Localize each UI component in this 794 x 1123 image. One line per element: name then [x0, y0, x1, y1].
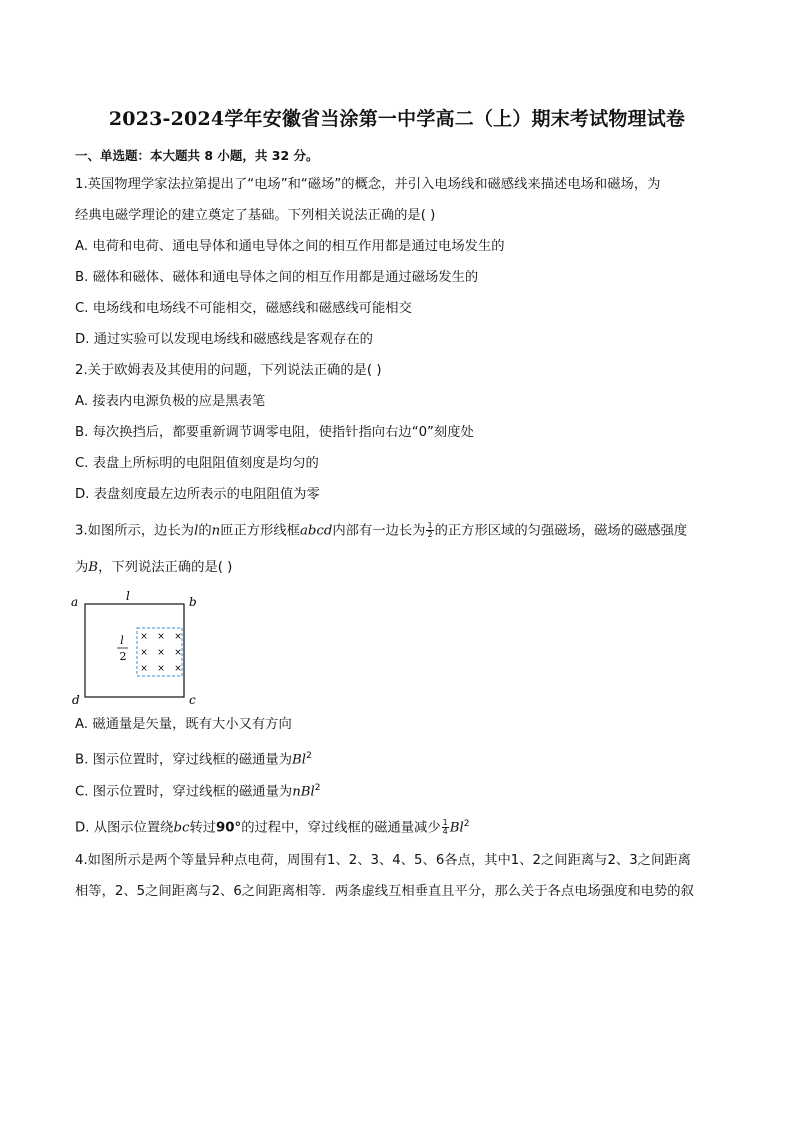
vertex-b-label: b — [189, 595, 197, 609]
q1-option-b: B. 磁体和磁体、磁体和通电导体之间的相互作用都是通过磁场发生的 — [75, 270, 479, 285]
field-cross: × — [140, 664, 148, 674]
q2-option-d: D. 表盘刻度最左边所表示的电阻阻值为零 — [75, 487, 320, 502]
q3-stem-line2: 为B，下列说法正确的是( ) — [75, 560, 233, 575]
q2-option-b: B. 每次换挡后，都要重新调节调零电阻，使指针指向右边“0”刻度处 — [75, 425, 474, 440]
field-cross: × — [174, 648, 182, 658]
exam-title: 2023-2024学年安徽省当涂第一中学高二（上）期末考试物理试卷 — [108, 108, 686, 130]
field-cross: × — [157, 664, 165, 674]
q3-option-b: B. 图示位置时，穿过线框的磁通量为Bl$^2$ — [75, 751, 312, 768]
q2-stem: 2.关于欧姆表及其使用的问题，下列说法正确的是( ) — [75, 363, 382, 378]
q3-option-d: D. 从图示位置绕bc转过90°的过程中，穿过线框的磁通量减少 $\frac{1}{4}$ Bl$^2$ — [75, 817, 470, 836]
field-cross: × — [174, 632, 182, 642]
half-length-numerator: l — [120, 634, 124, 647]
q1-stem-line2: 经典电磁学理论的建立奠定了基础。下列相关说法正确的是( ) — [75, 208, 436, 223]
field-cross: × — [140, 632, 148, 642]
field-cross: × — [157, 648, 165, 658]
half-length-denominator: 2 — [119, 650, 127, 663]
field-cross: × — [157, 632, 165, 642]
field-cross: × — [140, 648, 148, 658]
q1-option-a: A. 电荷和电荷、通电导体和通电导体之间的相互作用都是通过电场发生的 — [75, 239, 505, 254]
coil-square — [85, 604, 184, 697]
q3-coil-figure — [70, 590, 210, 712]
q1-stem-line1: 1.英国物理学家法拉第提出了“电场”和“磁场”的概念，并引入电场线和磁感线来描述电场和磁场，为 — [75, 177, 661, 192]
q1-option-d: D. 通过实验可以发现电场线和磁感线是客观存在的 — [75, 332, 373, 347]
fraction-one-quarter: $\frac{1}{4}$ — [442, 817, 448, 836]
side-length-label: l — [126, 590, 130, 603]
q2-option-a: A. 接表内电源负极的应是黑表笔 — [75, 394, 266, 409]
q3-stem-line1: 3.如图所示，边长为l的n匝正方形线框abcd内部有一边长为 $\frac{1}{2}$ 的正方形区域的匀强磁场，磁场的磁感强度 — [75, 521, 688, 539]
vertex-d-label: d — [72, 693, 80, 707]
field-cross: × — [174, 664, 182, 674]
q2-option-c: C. 表盘上所标明的电阻阻值刻度是均匀的 — [75, 456, 319, 471]
q3-option-a: A. 磁通量是矢量，既有大小又有方向 — [75, 717, 292, 732]
fraction-one-half: $\frac{1}{2}$ — [427, 521, 433, 539]
vertex-a-label: a — [71, 595, 79, 609]
q4-stem-line2: 相等，2、5之间距离与2、6之间距离相等．两条虚线互相垂直且平分，那么关于各点电场强度和电势的叙 — [75, 884, 694, 899]
q3-option-c: C. 图示位置时，穿过线框的磁通量为nBl$^2$ — [75, 783, 321, 800]
vertex-c-label: c — [189, 693, 196, 707]
section-heading: 一、单选题：本大题共 8 小题，共 32 分。 — [75, 148, 319, 163]
q1-option-c: C. 电场线和电场线不可能相交，磁感线和磁感线可能相交 — [75, 301, 412, 316]
q4-stem-line1: 4.如图所示是两个等量异种点电荷，周围有1、2、3、4、5、6各点，其中1、2之间距离与2、3之间距离 — [75, 853, 691, 868]
